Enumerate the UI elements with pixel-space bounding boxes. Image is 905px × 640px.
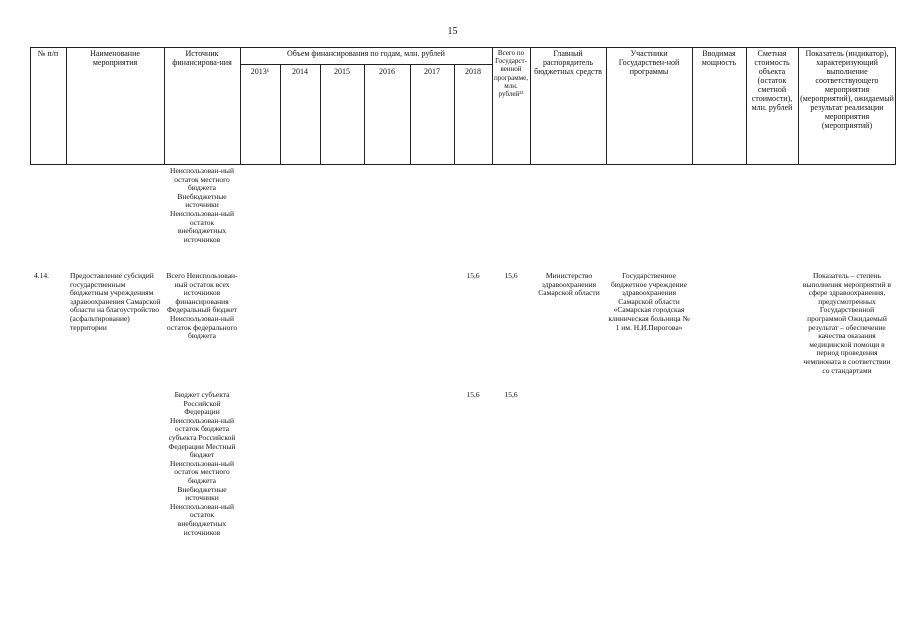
col-line [895,47,896,165]
header-estimate: Сметная стоимость объекта (остаток сметной стоимости), млн. рублей [751,49,793,112]
header-capacity: Вводимая мощность [701,49,737,67]
header-financing: Объем финансирования по годам, млн. рублей [287,49,445,58]
header-year: 2013¹ [250,67,270,76]
value-total-region: 15,6 [504,390,518,399]
col-line [454,64,455,165]
col-line [364,64,365,165]
item-indicator: Показатель – степень выполнения мероприятий в сфере здравоохранения, предусмотренных Государственной программой Ожидаемый результат – обеспечение качества оказания медицинской помощи в период проведения чемпионата в соответствии со стандартами [802,271,892,375]
source-list-group1: Всего Неиспользован-ный остаток всех источников финансирования Федеральный бюджет Неиспользован-ный остаток федерального бюджета [166,271,238,341]
header-participants: Участники Государствен-ной программы [618,49,680,76]
col-line [320,64,321,165]
header-year: 2014 [292,67,308,76]
header-name: Наименование мероприятия [90,49,140,67]
header-year: 2018 [465,67,481,76]
header-no: № п/п [37,49,59,58]
col-line [66,47,67,165]
source-list-group2: Бюджет субъекта Российской Федерации Неиспользован-ный остаток бюджета субъекта Российской Федерации Местный бюджет Неиспользован-ный остаток местного бюджета Внебюджетные источники Неиспользован-ный остаток внебюджетных источников [168,390,236,537]
col-line [606,47,607,165]
item-manager: Министерство здравоохранения Самарской области [538,271,600,298]
col-line [530,47,531,165]
item-participants: Государственное бюджетное учреждение здравоохранения Самарской области «Самарская городская клиническая больница № 1 им. Н.И.Пирогова» [608,271,690,332]
header-source: Источник финансирова-ния [172,49,232,67]
header-year: 2016 [379,67,395,76]
col-line [798,47,799,165]
col-line [30,47,31,165]
header-bottom-line [30,164,896,165]
col-line [692,47,693,165]
item-number: 4.14. [34,271,49,280]
item-name: Предоставление субсидий государственным бюджетным учреждениям здравоохранения Самарской области на благоустройство (асфальтирование) территории [70,271,161,332]
header-year: 2015 [334,67,350,76]
header-total: Всего по Государст-венной программе, млн. рублей¹³ [494,49,528,99]
header-manager: Главный распорядитель бюджетных средств [534,49,602,76]
value-2018-total: 15,6 [466,271,480,280]
value-2018-region: 15,6 [466,390,480,399]
col-line [410,64,411,165]
header-indicator: Показатель (индикатор), характеризующий выполнение соответствующего мероприятия (мероприятий), ожидаемый результат реализации мероприятия (мероприятий) [800,49,894,130]
col-line [746,47,747,165]
col-line [240,47,241,165]
header-top-line [30,47,896,48]
col-line [280,64,281,165]
page-number: 15 [447,26,458,37]
value-total-program: 15,6 [504,271,518,280]
top-source-list: Неиспользован-ный остаток местного бюджета Внебюджетные источники Неиспользован-ный остаток внебюджетных источников [170,166,234,244]
col-line [164,47,165,165]
header-year: 2017 [424,67,440,76]
